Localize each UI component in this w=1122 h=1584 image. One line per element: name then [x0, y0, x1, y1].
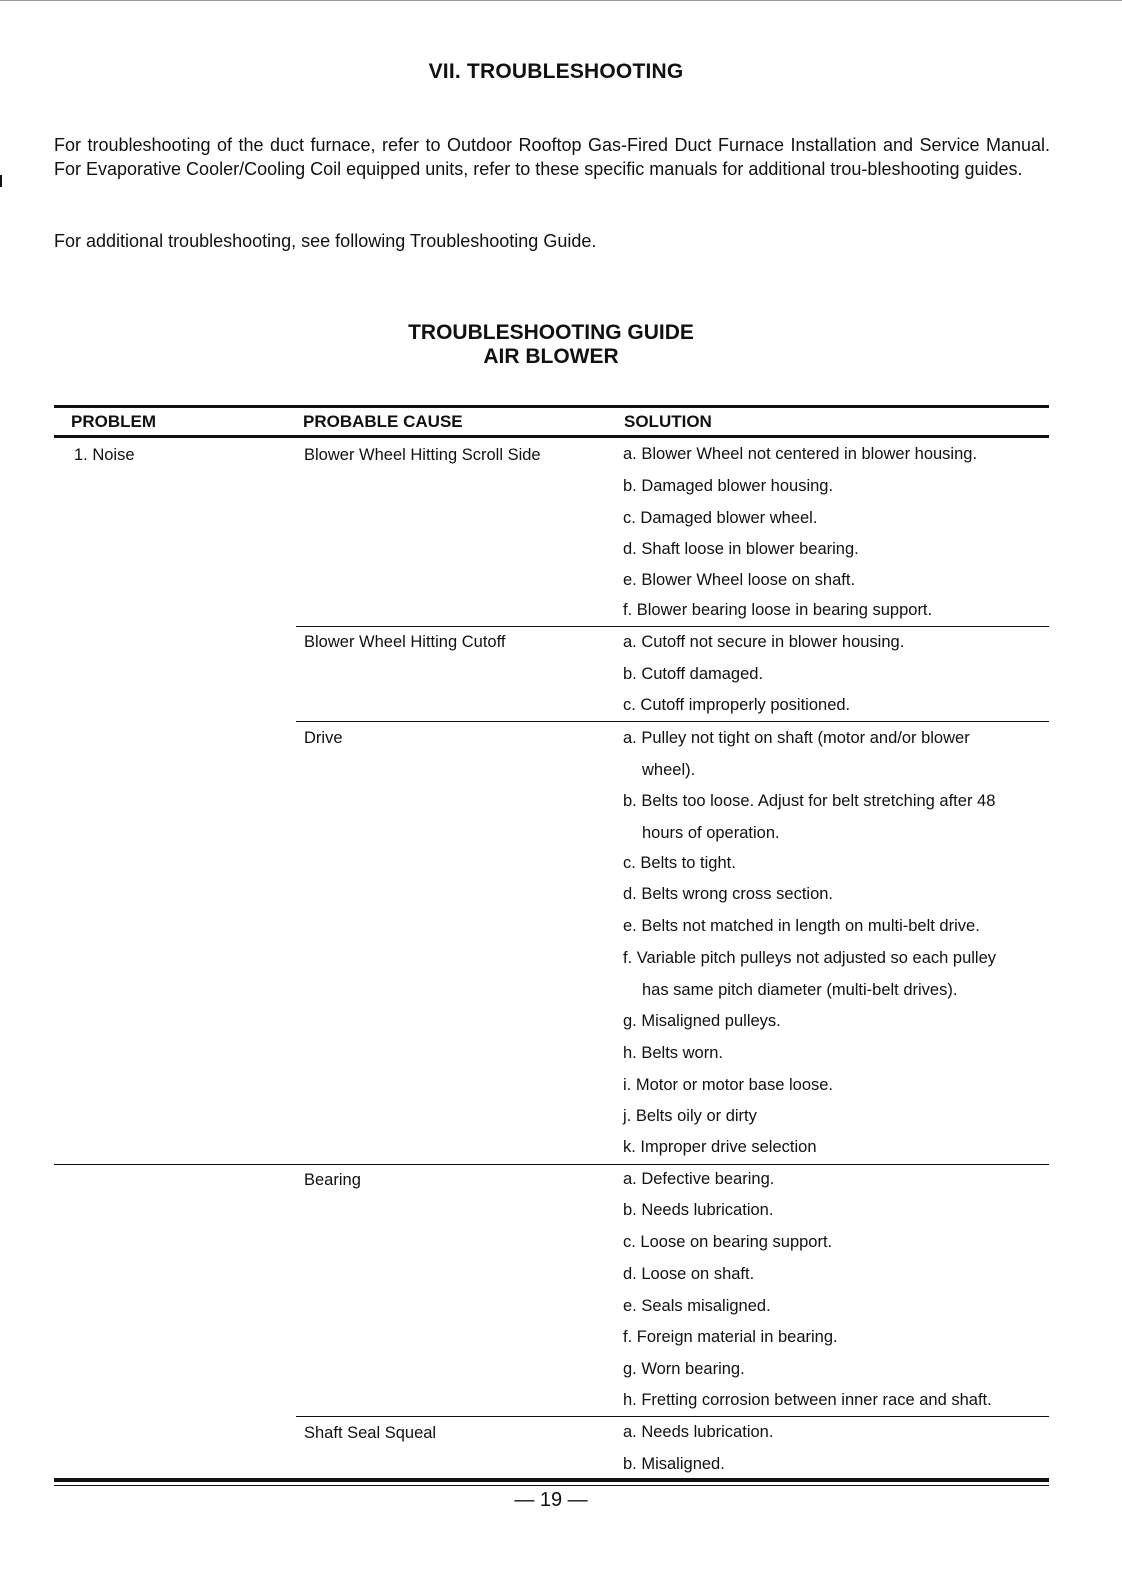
solution-item: a. Needs lubrication.: [623, 1423, 774, 1441]
solution-item: e. Belts not matched in length on multi-belt drive.: [623, 917, 980, 935]
solution-item: f. Foreign material in bearing.: [623, 1328, 838, 1346]
solution-item: b. Damaged blower housing.: [623, 477, 834, 495]
solution-item: i. Motor or motor base loose.: [623, 1076, 834, 1094]
solution-item-continued: hours of operation.: [642, 824, 780, 842]
solution-item: c. Cutoff improperly positioned.: [623, 696, 851, 714]
table-bottom-thin-rule: [54, 1485, 1049, 1486]
top-edge-rule: [0, 0, 1122, 1]
cause-cell: Bearing: [304, 1171, 361, 1189]
intro-paragraph: For troubleshooting of the duct furnace, refer to Outdoor Rooftop Gas-Fired Duct Furnace Installation and Service Manual. For Evaporative Cooler/Cooling Coil equipped units, refer to these specific manuals for additional trou-bleshooting guides.: [54, 135, 1050, 179]
solution-item: b. Cutoff damaged.: [623, 665, 764, 683]
margin-mark: [0, 175, 2, 187]
page-number: — 19 —: [514, 1489, 588, 1511]
solution-item: g. Worn bearing.: [623, 1360, 745, 1378]
cause-cell: Shaft Seal Squeal: [304, 1424, 437, 1442]
solution-item: f. Variable pitch pulleys not adjusted so each pulley: [623, 949, 997, 967]
solution-item-continued: has same pitch diameter (multi-belt drives).: [642, 981, 958, 999]
cause-cell: Blower Wheel Hitting Cutoff: [304, 633, 506, 651]
column-header-solution: SOLUTION: [624, 412, 712, 431]
solution-item: b. Needs lubrication.: [623, 1201, 774, 1219]
solution-item: a. Defective bearing.: [623, 1170, 775, 1188]
table-bottom-rule: [54, 1478, 1049, 1482]
solution-item: h. Fretting corrosion between inner race and shaft.: [623, 1391, 992, 1409]
solution-item: a. Pulley not tight on shaft (motor and/or blower: [623, 729, 970, 747]
solution-item: k. Improper drive selection: [623, 1138, 817, 1156]
solution-item-continued: wheel).: [642, 761, 696, 779]
table-header-rule: [54, 435, 1049, 438]
solution-item: j. Belts oily or dirty: [623, 1107, 757, 1125]
solution-item: d. Belts wrong cross section.: [623, 885, 834, 903]
solution-item: g. Misaligned pulleys.: [623, 1012, 781, 1030]
section-title: VII. TROUBLESHOOTING: [428, 60, 684, 83]
solution-item: b. Belts too loose. Adjust for belt stretching after 48: [623, 792, 996, 810]
solution-item: c. Loose on bearing support.: [623, 1233, 833, 1251]
solution-item: c. Damaged blower wheel.: [623, 509, 818, 527]
solution-item: h. Belts worn.: [623, 1044, 723, 1062]
solution-item: d. Shaft loose in blower bearing.: [623, 540, 859, 558]
row-separator: [296, 626, 1049, 627]
solution-item: e. Blower Wheel loose on shaft.: [623, 571, 856, 589]
solution-item: a. Blower Wheel not centered in blower housing.: [623, 445, 978, 463]
row-separator: [296, 1416, 1049, 1417]
row-separator: [296, 721, 1049, 722]
row-separator-full: [54, 1164, 1049, 1165]
solution-item: f. Blower bearing loose in bearing support.: [623, 601, 933, 619]
cause-cell: Blower Wheel Hitting Scroll Side: [304, 446, 541, 464]
solution-item: e. Seals misaligned.: [623, 1297, 771, 1315]
solution-item: a. Cutoff not secure in blower housing.: [623, 633, 905, 651]
cause-cell: Drive: [304, 729, 343, 747]
solution-item: c. Belts to tight.: [623, 854, 736, 872]
intro-paragraph-2: For additional troubleshooting, see following Troubleshooting Guide.: [54, 231, 597, 251]
column-header-problem: PROBLEM: [71, 412, 156, 431]
guide-title: TROUBLESHOOTING GUIDE: [408, 321, 694, 344]
problem-cell: 1. Noise: [74, 446, 135, 464]
table-top-rule: [54, 405, 1049, 408]
column-header-cause: PROBABLE CAUSE: [303, 412, 463, 431]
guide-subtitle: AIR BLOWER: [483, 345, 619, 368]
solution-item: d. Loose on shaft.: [623, 1265, 755, 1283]
solution-item: b. Misaligned.: [623, 1455, 725, 1473]
